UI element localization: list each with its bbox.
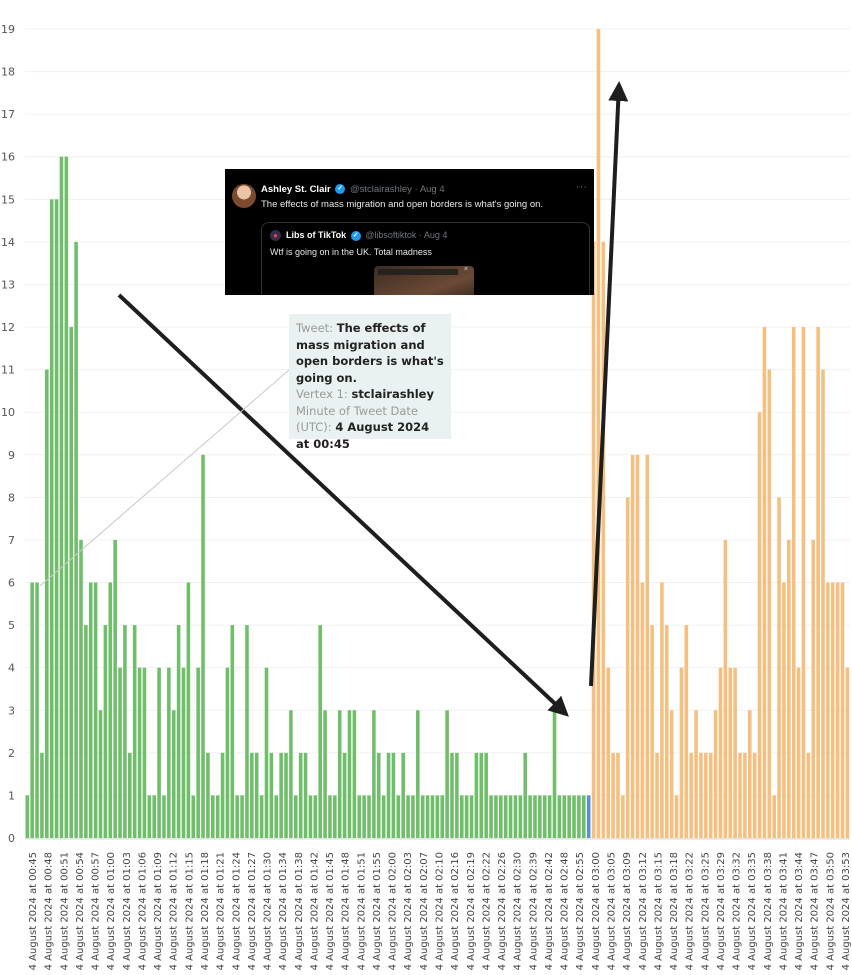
bar[interactable] <box>226 668 230 838</box>
x-tick-label: 4 August 2024 at 03:53 <box>841 852 852 971</box>
bar[interactable] <box>846 668 850 838</box>
bar[interactable] <box>357 795 361 838</box>
x-tick-label: 4 August 2024 at 01:24 <box>231 852 243 971</box>
bar[interactable] <box>450 753 454 838</box>
bar[interactable] <box>528 795 532 838</box>
bar[interactable] <box>797 668 801 838</box>
x-tick-label: 4 August 2024 at 03:12 <box>637 852 649 971</box>
bar[interactable] <box>587 795 591 838</box>
x-tick-label: 4 August 2024 at 00:45 <box>28 852 39 971</box>
x-tick-label: 4 August 2024 at 03:15 <box>653 852 665 971</box>
x-tick-label: 4 August 2024 at 03:22 <box>684 852 696 971</box>
bar[interactable] <box>743 753 747 838</box>
bar[interactable] <box>377 753 381 838</box>
bar[interactable] <box>270 753 274 838</box>
bar[interactable] <box>597 29 601 838</box>
tweet-card[interactable] <box>225 169 594 295</box>
bar[interactable] <box>538 795 542 838</box>
tweet-author-handle: @stclairashley · Aug 4 <box>349 184 445 195</box>
bar[interactable] <box>655 753 659 838</box>
bar[interactable] <box>94 583 98 838</box>
bar[interactable] <box>279 753 283 838</box>
bar[interactable] <box>148 795 152 838</box>
bar[interactable] <box>89 583 93 838</box>
y-tick-label: 8 <box>8 491 15 505</box>
x-tick-label: 4 August 2024 at 01:51 <box>356 852 368 971</box>
y-tick-label: 3 <box>8 704 15 718</box>
bar[interactable] <box>504 795 508 838</box>
bar[interactable] <box>606 668 610 838</box>
bar[interactable] <box>728 668 732 838</box>
bar[interactable] <box>113 540 117 838</box>
bar[interactable] <box>118 668 122 838</box>
x-tick-label: 4 August 2024 at 02:30 <box>512 852 524 971</box>
bar[interactable] <box>582 795 586 838</box>
bar[interactable] <box>470 795 474 838</box>
bar[interactable] <box>294 795 298 838</box>
bar[interactable] <box>479 753 483 838</box>
y-tick-label: 9 <box>8 448 15 462</box>
bar[interactable] <box>157 668 161 838</box>
bar[interactable] <box>45 370 49 838</box>
y-tick-label: 0 <box>8 832 15 845</box>
x-tick-label: 4 August 2024 at 02:19 <box>465 852 477 971</box>
x-tick-label: 4 August 2024 at 01:15 <box>184 852 196 971</box>
x-tick-label: 4 August 2024 at 01:12 <box>168 852 180 971</box>
y-tick-label: 12 <box>1 321 15 335</box>
bar[interactable] <box>416 710 420 838</box>
x-tick-label: 4 August 2024 at 01:55 <box>372 852 383 971</box>
bar[interactable] <box>484 753 488 838</box>
bar[interactable] <box>562 795 566 838</box>
bar[interactable] <box>362 795 366 838</box>
bar[interactable] <box>592 242 596 838</box>
bar[interactable] <box>421 795 425 838</box>
bar[interactable] <box>523 753 527 838</box>
bar[interactable] <box>758 412 762 838</box>
x-tick-label: 4 August 2024 at 03:00 <box>590 852 602 971</box>
tooltip-minute-value: 4 August 2024 at 00:45 <box>296 420 430 451</box>
bar[interactable] <box>543 795 547 838</box>
bar[interactable] <box>792 327 796 838</box>
x-tick-label: 4 August 2024 at 02:03 <box>403 852 415 971</box>
quoted-media-thumbnail[interactable] <box>374 266 474 295</box>
bar[interactable] <box>753 753 757 838</box>
bar[interactable] <box>733 668 737 838</box>
bar[interactable] <box>235 795 239 838</box>
x-tick-label: 4 August 2024 at 01:18 <box>200 852 211 971</box>
bar[interactable] <box>255 753 259 838</box>
y-tick-label: 6 <box>8 576 15 590</box>
bar[interactable] <box>777 497 781 838</box>
bar[interactable] <box>382 795 386 838</box>
bar[interactable] <box>675 795 679 838</box>
x-tick-label: 4 August 2024 at 03:09 <box>622 852 634 971</box>
tooltip-tweet-value: The effects of mass migration and open borders is what's going on. <box>296 321 444 385</box>
bar[interactable] <box>201 455 205 838</box>
bar[interactable] <box>265 668 269 838</box>
bar[interactable] <box>807 753 811 838</box>
bar[interactable] <box>475 753 479 838</box>
bar[interactable] <box>611 753 615 838</box>
bar[interactable] <box>35 583 39 838</box>
y-tick-label: 16 <box>1 150 15 164</box>
bar[interactable] <box>333 795 337 838</box>
bar[interactable] <box>509 795 513 838</box>
bar[interactable] <box>304 753 308 838</box>
tooltip-minute-label: Minute of Tweet Date (UTC): <box>296 403 419 434</box>
bar[interactable] <box>274 795 278 838</box>
x-tick-label: 4 August 2024 at 01:03 <box>121 852 133 971</box>
tweet-author-name[interactable]: Ashley St. Clair <box>261 184 331 195</box>
bar[interactable] <box>211 795 215 838</box>
x-tick-label: 4 August 2024 at 01:38 <box>293 852 305 971</box>
bar[interactable] <box>548 795 552 838</box>
y-tick-label: 7 <box>8 533 15 547</box>
bar[interactable] <box>138 668 142 838</box>
bar[interactable] <box>245 625 249 838</box>
x-tick-label: 4 August 2024 at 01:34 <box>278 852 290 971</box>
bar[interactable] <box>309 795 313 838</box>
bar[interactable] <box>401 753 405 838</box>
x-tick-label: 4 August 2024 at 01:09 <box>153 852 165 971</box>
bar[interactable] <box>553 710 557 838</box>
bar[interactable] <box>445 710 449 838</box>
x-tick-label: 4 August 2024 at 03:25 <box>700 852 712 971</box>
bar[interactable] <box>499 795 503 838</box>
bar[interactable] <box>84 625 88 838</box>
tooltip-tweet-label: Tweet: <box>296 321 334 335</box>
x-tick-label: 4 August 2024 at 03:38 <box>762 852 774 971</box>
tooltip-vertex-value: stclairashley <box>351 387 434 401</box>
bar[interactable] <box>372 710 376 838</box>
bar[interactable] <box>240 795 244 838</box>
bar[interactable] <box>694 710 698 838</box>
x-tick-label: 4 August 2024 at 01:42 <box>309 852 321 971</box>
quoted-tweet-text: Wtf is going on in the UK. Total madness <box>270 247 432 257</box>
bar[interactable] <box>811 540 815 838</box>
bar[interactable] <box>489 795 493 838</box>
bar[interactable] <box>55 199 59 838</box>
bar[interactable] <box>177 625 181 838</box>
bar[interactable] <box>436 795 440 838</box>
x-tick-label: 4 August 2024 at 01:00 <box>106 852 118 971</box>
bar[interactable] <box>328 795 332 838</box>
bar[interactable] <box>260 795 264 838</box>
x-tick-label: 4 August 2024 at 03:44 <box>794 852 806 971</box>
x-tick-label: 4 August 2024 at 01:06 <box>137 852 149 971</box>
bar[interactable] <box>626 497 630 838</box>
x-tick-label: 4 August 2024 at 02:26 <box>497 852 508 971</box>
x-tick-label: 4 August 2024 at 02:39 <box>528 852 540 971</box>
bar[interactable] <box>318 625 322 838</box>
bar[interactable] <box>397 795 401 838</box>
x-tick-label: 4 August 2024 at 01:27 <box>246 852 258 971</box>
bar[interactable] <box>182 668 186 838</box>
bar[interactable] <box>616 753 620 838</box>
bar[interactable] <box>514 795 518 838</box>
media-caption-bar <box>378 269 458 275</box>
bar[interactable] <box>465 795 469 838</box>
x-tick-label: 4 August 2024 at 02:48 <box>559 852 571 971</box>
bar[interactable] <box>650 625 654 838</box>
bar[interactable] <box>299 753 303 838</box>
bar[interactable] <box>426 795 430 838</box>
bar[interactable] <box>30 583 34 838</box>
x-tick-label: 4 August 2024 at 03:32 <box>731 852 743 971</box>
bar[interactable] <box>572 795 576 838</box>
bar[interactable] <box>440 795 444 838</box>
chart-tooltip <box>289 314 451 451</box>
x-axis-ticks <box>28 852 852 970</box>
bar[interactable] <box>284 753 288 838</box>
bar[interactable] <box>231 625 235 838</box>
bar[interactable] <box>250 753 254 838</box>
quoted-author-name: Libs of TikTok <box>286 230 347 240</box>
y-tick-label: 1 <box>8 789 15 803</box>
quoted-tweet[interactable] <box>261 222 590 295</box>
x-tick-label: 4 August 2024 at 03:18 <box>669 852 680 971</box>
bar[interactable] <box>65 157 69 838</box>
bar[interactable] <box>367 795 371 838</box>
bar[interactable] <box>567 795 571 838</box>
tooltip-vertex-label: Vertex 1: <box>296 387 348 401</box>
bar[interactable] <box>26 795 30 838</box>
bar[interactable] <box>802 327 806 838</box>
bar[interactable] <box>772 795 776 838</box>
bar[interactable] <box>162 795 166 838</box>
bar[interactable] <box>660 583 664 838</box>
bar[interactable] <box>152 795 156 838</box>
y-tick-label: 4 <box>8 661 15 675</box>
x-tick-label: 4 August 2024 at 01:45 <box>325 852 337 971</box>
bar[interactable] <box>836 583 840 838</box>
bar[interactable] <box>221 753 225 838</box>
quoted-author-handle: @libsoftiktok · Aug 4 <box>365 230 448 240</box>
x-tick-label: 4 August 2024 at 00:51 <box>59 852 71 971</box>
more-options-icon[interactable]: ··· <box>576 181 587 193</box>
bar[interactable] <box>714 710 718 838</box>
bar[interactable] <box>787 540 791 838</box>
bar[interactable] <box>533 795 537 838</box>
bar[interactable] <box>353 710 357 838</box>
bar[interactable] <box>782 583 786 838</box>
bar[interactable] <box>841 583 845 838</box>
bar[interactable] <box>631 455 635 838</box>
bar[interactable] <box>343 753 347 838</box>
author-avatar[interactable] <box>232 184 256 208</box>
bar[interactable] <box>460 795 464 838</box>
x-tick-label: 4 August 2024 at 02:00 <box>387 852 399 971</box>
bar[interactable] <box>108 583 112 838</box>
bar[interactable] <box>689 753 693 838</box>
bar[interactable] <box>826 583 830 838</box>
quoted-author-line <box>286 230 447 241</box>
bar[interactable] <box>323 710 327 838</box>
bar[interactable] <box>645 455 649 838</box>
bar[interactable] <box>289 710 293 838</box>
x-tick-label: 4 August 2024 at 02:16 <box>450 852 462 971</box>
bar[interactable] <box>621 795 625 838</box>
verified-icon: ✓ <box>335 184 345 194</box>
y-tick-label: 17 <box>1 108 15 122</box>
y-tick-label: 14 <box>1 235 15 249</box>
bar[interactable] <box>50 199 54 838</box>
x-tick-label: 4 August 2024 at 03:50 <box>825 852 837 971</box>
bar[interactable] <box>704 753 708 838</box>
y-tick-label: 11 <box>1 363 15 377</box>
bar[interactable] <box>60 157 64 838</box>
tweet-author-line <box>261 184 445 195</box>
x-tick-label: 4 August 2024 at 03:41 <box>778 852 790 971</box>
bar[interactable] <box>680 668 684 838</box>
bar[interactable] <box>768 370 772 838</box>
bar[interactable] <box>191 795 195 838</box>
tweet-text: The effects of mass migration and open borders is what's going on. <box>261 199 544 210</box>
bar[interactable] <box>636 455 640 838</box>
bar[interactable] <box>738 753 742 838</box>
x-tick-label: 4 August 2024 at 01:48 <box>340 852 352 971</box>
bar[interactable] <box>387 753 391 838</box>
bar[interactable] <box>494 795 498 838</box>
bar[interactable] <box>719 668 723 838</box>
bar[interactable] <box>216 795 220 838</box>
bar[interactable] <box>196 668 200 838</box>
x-tick-label: 4 August 2024 at 03:05 <box>606 852 618 971</box>
y-tick-label: 19 <box>1 23 15 36</box>
bar[interactable] <box>187 583 191 838</box>
bar[interactable] <box>406 795 410 838</box>
y-tick-label: 10 <box>1 406 15 420</box>
bar[interactable] <box>338 710 342 838</box>
bar[interactable] <box>172 710 176 838</box>
y-tick-label: 15 <box>1 193 15 207</box>
bar[interactable] <box>314 795 318 838</box>
bar[interactable] <box>519 795 523 838</box>
bar[interactable] <box>724 540 728 838</box>
x-tick-label: 4 August 2024 at 00:48 <box>43 852 55 971</box>
bar[interactable] <box>816 327 820 838</box>
y-tick-label: 2 <box>8 746 15 760</box>
y-axis-ticks <box>1 23 15 845</box>
bar[interactable] <box>748 710 752 838</box>
x-tick-label: 4 August 2024 at 02:42 <box>543 852 555 971</box>
bar[interactable] <box>128 753 132 838</box>
bar[interactable] <box>577 795 581 838</box>
bar[interactable] <box>831 583 835 838</box>
bar[interactable] <box>641 583 645 838</box>
bar[interactable] <box>709 753 713 838</box>
x-tick-label: 4 August 2024 at 02:55 <box>575 852 587 971</box>
x-tick-label: 4 August 2024 at 02:22 <box>481 852 493 971</box>
x-tick-label: 4 August 2024 at 01:30 <box>262 852 274 971</box>
x-tick-label: 4 August 2024 at 00:57 <box>90 852 102 971</box>
bar[interactable] <box>104 625 108 838</box>
bar[interactable] <box>69 327 73 838</box>
bar[interactable] <box>821 370 825 838</box>
bar[interactable] <box>763 327 767 838</box>
bar[interactable] <box>431 795 435 838</box>
bar[interactable] <box>74 242 78 838</box>
bar[interactable] <box>79 540 83 838</box>
x-tick-label: 4 August 2024 at 00:54 <box>74 852 86 971</box>
x-tick-label: 4 August 2024 at 02:10 <box>434 852 446 971</box>
quoted-author-avatar: ● <box>270 230 281 241</box>
x-tick-label: 4 August 2024 at 02:07 <box>418 852 430 971</box>
bar[interactable] <box>206 753 210 838</box>
bar[interactable] <box>392 753 396 838</box>
bar[interactable] <box>699 753 703 838</box>
bar[interactable] <box>348 710 352 838</box>
quoted-verified-icon: ✓ <box>351 231 361 241</box>
bar[interactable] <box>167 668 171 838</box>
media-close-icon: × <box>463 266 468 273</box>
bar[interactable] <box>99 710 103 838</box>
bar[interactable] <box>143 668 147 838</box>
x-tick-label: 4 August 2024 at 03:35 <box>747 852 759 971</box>
bar[interactable] <box>40 753 44 838</box>
bar[interactable] <box>602 242 606 838</box>
x-tick-label: 4 August 2024 at 03:47 <box>809 852 821 971</box>
y-tick-label: 5 <box>8 619 15 633</box>
bar[interactable] <box>685 625 689 838</box>
x-tick-label: 4 August 2024 at 01:21 <box>215 852 227 971</box>
y-tick-label: 13 <box>1 278 15 292</box>
bar[interactable] <box>670 710 674 838</box>
bar[interactable] <box>123 625 127 838</box>
bar[interactable] <box>558 795 562 838</box>
bar[interactable] <box>665 625 669 838</box>
y-tick-label: 18 <box>1 65 15 79</box>
bar[interactable] <box>133 625 137 838</box>
bar[interactable] <box>455 753 459 838</box>
bar[interactable] <box>411 795 415 838</box>
x-tick-label: 4 August 2024 at 03:29 <box>715 852 727 971</box>
